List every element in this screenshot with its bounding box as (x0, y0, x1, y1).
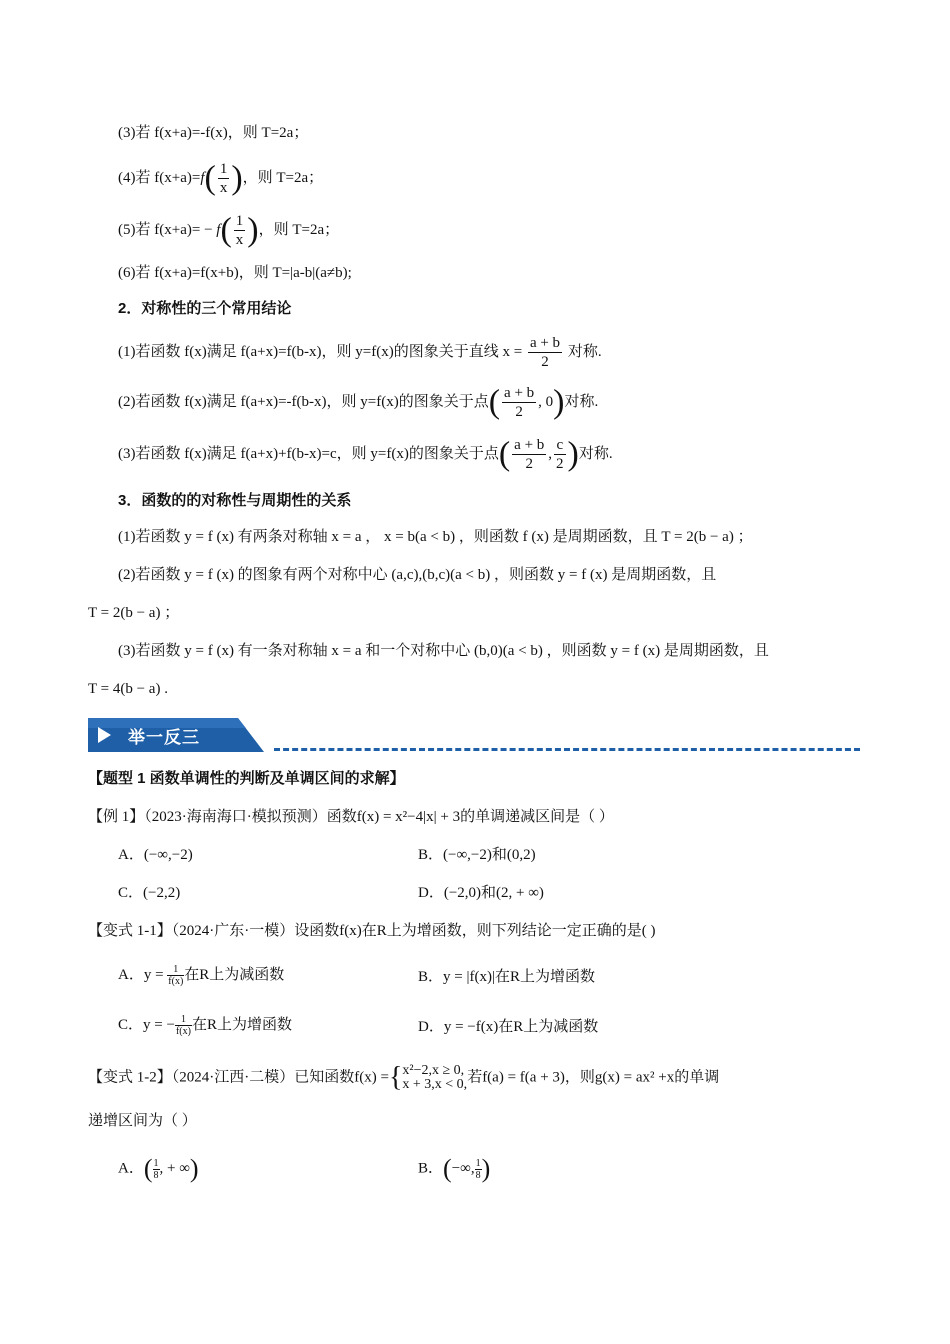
fraction: $\frac{1}{f(x)}$ (168, 964, 184, 988)
symmetry-1-post: 对称. (567, 343, 602, 360)
variant-1-2-text-post: 若f(a) = f(a + 3)，则g(x) = ax² +x的单调 (467, 1069, 720, 1086)
example-1-stem: 【例 1】（2023·海南海口·模拟预测）函数f(x) = x²−4|x| + 3的单调递减区间是（ ） (88, 809, 614, 825)
variant-1-2-option-b: B．(−∞, $\frac{1}{8}$ ) (418, 1154, 491, 1183)
symmetry-3-text: (3)若函数 f(x)满足 f(a+x)+f(b-x)=c，则 y=f(x)的图象关于点 (118, 445, 499, 462)
symmetry-1-text: (1)若函数 f(x)满足 f(a+x)=f(b-x)，则 y=f(x)的图象关于直线 x = (118, 343, 523, 360)
symmetry-2-text: (2)若函数 f(x)满足 f(a+x)=-f(b-x)，则 y=f(x)的图象关于点 (118, 393, 489, 410)
option-b-label: B． (418, 1160, 444, 1177)
symmetry-heading: 2．对称性的三个常用结论 (118, 300, 292, 317)
variant-1-1-stem: 【变式 1-1】（2024·广东·一模）设函数f(x)在R上为增函数，则下列结论一定正确的是( ) (88, 923, 656, 939)
fraction: $\frac{a + b}{2}$ (514, 437, 545, 472)
variant-1-2-option-a: A．( $\frac{1}{8}$ , + ∞) (118, 1154, 199, 1183)
rule-4-pre: (4)若 f(x+a)= (118, 169, 201, 186)
symmetry-2-post: 对称. (564, 393, 599, 410)
example-1-option-a: A．(−∞,−2) (118, 847, 193, 863)
option-c-text: 在R上为增函数 (191, 1017, 292, 1033)
symmetry-2-mid: , 0 (538, 393, 554, 410)
symmetry-1 (118, 334, 602, 371)
example-1-option-d: D．(−2,0)和(2, + ∞) (418, 885, 544, 901)
symmetry-3: (3)若函数 f(x)满足 f(a+x)+f(b-x)=c，则 y=f(x)的图象关于点( $\frac{a + b}{2}$ , $\frac{c}{2}$ )对称. (118, 435, 613, 473)
fraction: $\frac{a + b}{2}$ (529, 335, 561, 370)
fraction: $\frac{1}{8}$ (153, 1157, 159, 1181)
relation-2a: (2)若函数 y = f (x) 的图象有两个对称中心 (a,c),(b,c)(a < b) ，则函数 y = f (x) 是周期函数，且 (118, 567, 717, 583)
rule-5: (5)若 f(x+a)= − f( $\frac{1}{x}$ )，则 T=2a； (118, 211, 340, 249)
section-banner (88, 718, 868, 752)
symmetry-3-post: 对称. (578, 445, 613, 462)
banner-title: 举一反三 (128, 728, 200, 747)
symmetry-2: (2)若函数 f(x)满足 f(a+x)=-f(b-x)，则 y=f(x)的图象关于点( $\frac{a + b}{2}$ , 0)对称. (118, 383, 599, 421)
option-a-label: A． (118, 1160, 144, 1177)
option-b-text: −∞, (451, 1160, 475, 1177)
fraction: $\frac{c}{2}$ (556, 437, 564, 472)
relation-3b: T = 4(b − a) . (88, 681, 168, 697)
fraction: $\frac{1}{x}$ (235, 213, 244, 248)
option-a-label: A．y = (118, 967, 164, 983)
variant-1-2-text: 【变式 1-2】（2024·江西·二模）已知函数f(x) = (88, 1069, 389, 1086)
piecewise-cases: x²−2,x ≥ 0, x + 3,x < 0, (402, 1063, 468, 1092)
example-1-option-c: C．(−2,2) (118, 885, 181, 901)
relation-3a: (3)若函数 y = f (x) 有一条对称轴 x = a 和一个对称中心 (b,0)(a < b) ，则函数 y = f (x) 是周期函数，且 (118, 643, 769, 659)
variant-1-1-option-b: B．y = |f(x)|在R上为增函数 (418, 969, 595, 985)
variant-1-1-option-a (118, 964, 284, 987)
example-1-option-b: B．(−∞,−2)和(0,2) (418, 847, 536, 863)
relation-1: (1)若函数 y = f (x) 有两条对称轴 x = a ， x = b(a < b) ，则函数 f (x) 是周期函数，且 T = 2(b − a) ； (118, 529, 753, 545)
relation-heading: 3．函数的的对称性与周期性的关系 (118, 492, 352, 509)
rule-4-post: ，则 T=2a； (242, 169, 324, 186)
variant-1-1-option-c (118, 1014, 292, 1037)
play-icon (98, 727, 111, 743)
fraction: $\frac{1}{f(x)}$ (175, 1014, 191, 1038)
fraction: $\frac{1}{x}$ (219, 161, 228, 196)
fraction: $\frac{a + b}{2}$ (504, 385, 535, 420)
variant-1-2-stem-line2: 递增区间为（ ） (88, 1113, 197, 1129)
fraction: $\frac{1}{8}$ (475, 1157, 481, 1181)
rule-4: (4)若 f(x+a)=f( $\frac{1}{x}$ )，则 T=2a； (118, 159, 324, 197)
dash-divider (274, 748, 860, 751)
rule-5-pre: (5)若 f(x+a)= (118, 221, 201, 238)
option-a-text: , + ∞ (159, 1160, 190, 1177)
rule-3: (3)若 f(x+a)=-f(x)，则 T=2a； (118, 125, 309, 141)
option-a-text: 在R上为减函数 (184, 967, 285, 983)
relation-2b: T = 2(b − a) ； (88, 605, 180, 621)
variant-1-2-stem: 【变式 1-2】（2024·江西·二模）已知函数f(x) ={ x²−2,x ≥ 0, x + 3,x < 0, 若f(a) = f(a + 3)，则g(x) = ax² +x的单调 (88, 1062, 720, 1093)
rule-5-post: ，则 T=2a； (258, 221, 340, 238)
option-c-label: C．y = − (118, 1017, 175, 1033)
rule-6: (6)若 f(x+a)=f(x+b)，则 T=|a-b|(a≠b); (118, 265, 352, 281)
variant-1-1-option-d: D．y = −f(x)在R上为减函数 (418, 1019, 599, 1035)
topic-title: 【题型 1 函数单调性的判断及单调区间的求解】 (88, 770, 405, 787)
